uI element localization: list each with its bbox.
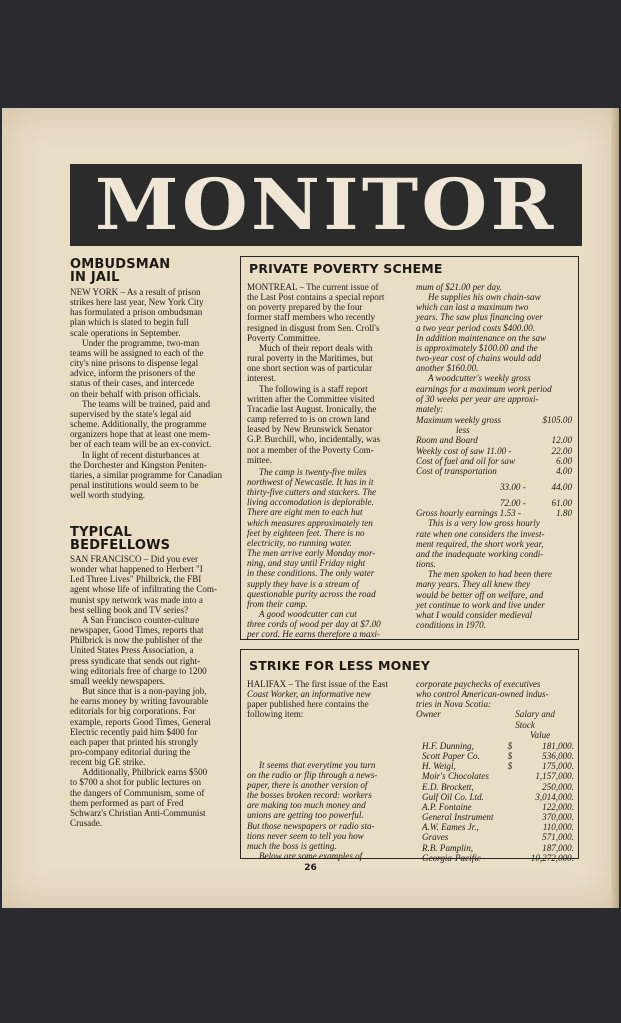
salary-value: 10,272,000. <box>530 852 574 863</box>
salary-value: 571,000. <box>542 832 574 843</box>
strike-headline: STRIKE FOR LESS MONEY <box>249 658 431 673</box>
salary-row <box>416 741 574 751</box>
earnings-row: less <box>456 425 470 436</box>
salary-row <box>416 812 574 822</box>
page-edge <box>611 108 619 908</box>
salary-currency <box>508 822 518 832</box>
salary-value: 175,000. <box>542 761 574 772</box>
salary-rows <box>416 741 574 863</box>
salary-currency: $ <box>507 740 513 751</box>
salary-row <box>416 782 574 792</box>
ombudsman-headline: OMBUDSMAN IN JAIL <box>70 257 171 285</box>
page-number: 26 <box>304 863 317 873</box>
salary-row <box>416 853 574 863</box>
salary-owner: Graves <box>422 832 449 843</box>
earnings-row: Room and Board 12.00 <box>416 435 572 446</box>
salary-owner: H.F. Dunning, <box>422 740 474 751</box>
salary-currency <box>508 843 518 853</box>
salary-currency <box>508 792 518 802</box>
salary-currency <box>508 812 518 822</box>
salary-value: 122,000. <box>542 801 574 812</box>
salary-owner: Gulf Oil Co. Ltd. <box>422 791 484 802</box>
salary-row <box>416 822 574 832</box>
ombudsman-article <box>70 258 236 500</box>
salary-currency: $ <box>507 761 513 772</box>
salary-owner: Georgia-Pacific <box>422 852 481 863</box>
salary-row <box>416 802 574 812</box>
salary-currency <box>508 782 518 792</box>
earnings-row: Maximum weekly gross $105.00 <box>416 415 572 426</box>
salary-currency: $ <box>507 751 513 762</box>
poverty-headline: PRIVATE POVERTY SCHEME <box>249 261 443 276</box>
earnings-row: Cost of fuel and oil for saw 6.00 <box>416 455 572 466</box>
salary-owner: Scott Paper Co. <box>422 751 480 762</box>
poverty-article-box <box>240 256 579 640</box>
salary-table-header: Owner Salary and Stock <box>416 709 555 730</box>
masthead-title: MONITOR <box>95 163 557 246</box>
salary-table: Owner Salary and Stock Value H.F. Dunning, $ 181,000. Scott Paper Co. $ 536,000. H. Weigl, $ 175,000. Moir's Chocolates 1,157,000. E.D. Brockett, 250,000. Gulf Oil Co. Ltd. 3,014,000. A.P. Fontaine 122,000. General Instrument 370,000. A.W. Eames Jr., 110,000. Graves 571,000. R.B. Pamplin, 187,000. Georgia-Pacific 10,272,000. <box>416 709 574 863</box>
strike-quote: It seems that everytime you turn on the radio or flip through a news- paper, there is another version of the bosses broken record: workers are making too much money and unions are getting too powerful. But those newspapers or radio sta- tions never seem to tell you how much the boss is getting. Below are some examples of <box>247 759 378 862</box>
salary-currency <box>508 832 518 842</box>
salary-owner: E.D. Brockett, <box>422 781 474 792</box>
strike-left-column: HALIFAX – The first issue of the East Coast Worker, an informative new paper published here contains the following item: It seems that everytime you turn on the radio or flip through a news- paper, there is another version of the bosses broken record: workers are making too much money and unions are getting too powerful. But those newspapers or radio sta- tions never seem to tell you how much the boss is getting. Below are some examples of <box>247 679 405 861</box>
salary-owner: H. Weigl, <box>422 761 456 772</box>
salary-owner: A.P. Fontaine <box>422 801 472 812</box>
earnings-row: Gross hourly earnings 1.53 - 1.80 <box>416 508 572 519</box>
salary-value: 3,014,000. <box>535 791 574 802</box>
earnings-table <box>416 415 572 518</box>
poverty-staff-report-quote: The camp is twenty-five miles northwest of Newcastle. It has in it thirty-five cutters and stackers. The living accomodation is deplorable. There are eight men to each hut which measures approximately ten feet by eighteen feet. There is no electricity, no running water. The men arrive early Monday mor- ning, and stay until Friday night in these conditions. The only water supply they have is a stream of questionable purity across the road from their camp. A good woodcutter can cut three cords of wood per day at $7.00 per cord. He earns therefore a maxi- <box>247 466 381 640</box>
strike-right-column: corporate paychecks of executives who control American-owned indus- tries in Nova Scotia: Owner Salary and Stock Value H.F. Dunning, $ 181,000. Scott Paper Co. $ 536,000. H. Weigl, $ 175,000. Moir's Chocolates 1,157,000. E.D. Brockett, 250,000. Gulf Oil Co. Ltd. 3,014,000. A.P. Fontaine 122,000. General Instrument 370,000. A.W. Eames Jr., 110,000. Graves 571,000. R.B. Pamplin, 187,000. Georgia-Pacific 10,272,000. <box>416 679 574 863</box>
salary-value: 1,157,000. <box>535 771 574 782</box>
salary-row <box>416 832 574 842</box>
salary-currency <box>508 771 518 781</box>
earnings-row: 33.00 - 44.00 <box>500 481 572 492</box>
salary-row <box>416 771 574 781</box>
magazine-page <box>2 108 619 908</box>
salary-value: 536,000. <box>542 751 574 762</box>
masthead-banner <box>70 164 582 246</box>
bedfellows-headline: TYPICAL BEDFELLOWS <box>70 525 171 553</box>
salary-owner: Moir's Chocolates <box>422 771 489 782</box>
strike-article-box <box>240 649 579 863</box>
ombudsman-body: NEW YORK – As a result of prison strikes here last year, New York City has formulated a prison ombudsman plan which is slated to begin full scale operations in September. Under the programme, two-man teams will be assigned to each of the city's nine prisons to dispense legal advice, inform the prisoners of the status of their cases, and intercede on their behalf with prison officials. The teams will be trained, paid and supervised by the state's legal aid scheme. Additionally, the programme organizers hope that at least one mem- ber of each team will be an ex-convict. In light of recent disturbances at the Dorchester and Kingston Peniten- tiaries, a similar programme for Canadian penal institutions would seem to be well worth studying. <box>70 287 223 501</box>
salary-row <box>416 761 574 771</box>
earnings-row: 72.00 - 61.00 <box>500 498 572 509</box>
salary-row <box>416 751 574 761</box>
salary-currency <box>508 802 518 812</box>
bedfellows-article <box>70 526 236 828</box>
salary-value: 110,000. <box>542 822 574 833</box>
salary-value: 250,000. <box>542 781 574 792</box>
salary-row <box>416 843 574 853</box>
salary-owner: A.W. Eames Jr., <box>422 822 479 833</box>
salary-owner: General Instrument <box>422 812 494 823</box>
poverty-right-column: mum of $21.00 per day. He supplies his own chain-saw which can last a maximum two years. The saw plus financing over a two year period costs $400.00. In addition maintenance on the saw is approximately $100.00 and the two-year cost of chains would add another $160.00. A woodcutter's weekly gross earnings for a maximum work period of 30 weeks per year are approxi- mately: Maximum weekly gross $105.00 less Room and Board 12.00 Weekly cost of saw 11.00 - 22.00 Cost of fuel and oil for saw 6.00 Cost of transportation 4.00 33.00 - 44.00 72.00 - 61.00 Gross hourly earnings 1.53 - 1.80 This is a very low gross hourly rate when one considers the invest- ment required, the short work year, and the inadequate working condi- tions. The men spoken to had been there many years. They all knew they would be better off on welfare, and yet continue to work and live under what I would consider medieval conditions in 1970. <box>416 282 572 630</box>
bedfellows-body: SAN FRANCISCO – Did you ever wonder what happened to Herbert "I Led Three Lives" Philbrick, the FBI agent whose life of infiltrating the Com- munist spy network was made into a best selling book and TV series? A San Francisco counter-culture newspaper, Good Times, reports that Philbrick is now the publisher of the United States Press Association, a press syndicate that sends out right- wing editorials free of charge to 1200 small weekly newspapers. But since that is a non-paying job, he earns money by writing favourable editorials for big corporations. For example, reports Good Times, General Electric recently paid him $400 for each paper that printed his strongly pro-company editorial during the recent big GE strike. Additionally, Philbrick earns $500 to $700 a shot for public lectures on the dangers of Communism, some of them performed as part of Fred Schwarz's Christian Anti-Communist Crusade. <box>70 554 217 829</box>
salary-row <box>416 792 574 802</box>
poverty-left-column: MONTREAL – The current issue of the Last Post contains a special report on poverty prepared by the four former staff members who recently resigned in disgust from Sen. Croll's Poverty Committee. Much of their report deals with rural poverty in the Maritimes, but one short section was of particular interest. The following is a staff report written after the Committee visited Tracadie last August. Ironically, the camp referred to is on crown land leased by New Brunswick Senator G.P. Burchill, who, incidentally, was not a member of the Poverty Com- mittee. The camp is twenty-five miles northwest of Newcastle. It has in it thirty-five cutters and stackers. The living accomodation is deplorable. There are eight men to each hut which measures approximately ten feet by eighteen feet. There is no electricity, no running water. The men arrive early Monday mor- ning, and stay until Friday night in these conditions. The only water supply they have is a stream of questionable purity across the road from their camp. A good woodcutter can cut three cords of wood per day at $7.00 per cord. He earns therefore a maxi- <box>247 282 405 639</box>
salary-value: 181,000. <box>542 740 574 751</box>
earnings-row: Weekly cost of saw 11.00 - 22.00 <box>416 445 572 456</box>
salary-owner: R.B. Pamplin, <box>422 842 474 853</box>
salary-currency <box>508 853 518 863</box>
salary-value: 370,000. <box>542 812 574 823</box>
earnings-row: Cost of transportation 4.00 <box>416 465 572 476</box>
salary-value: 187,000. <box>542 842 574 853</box>
